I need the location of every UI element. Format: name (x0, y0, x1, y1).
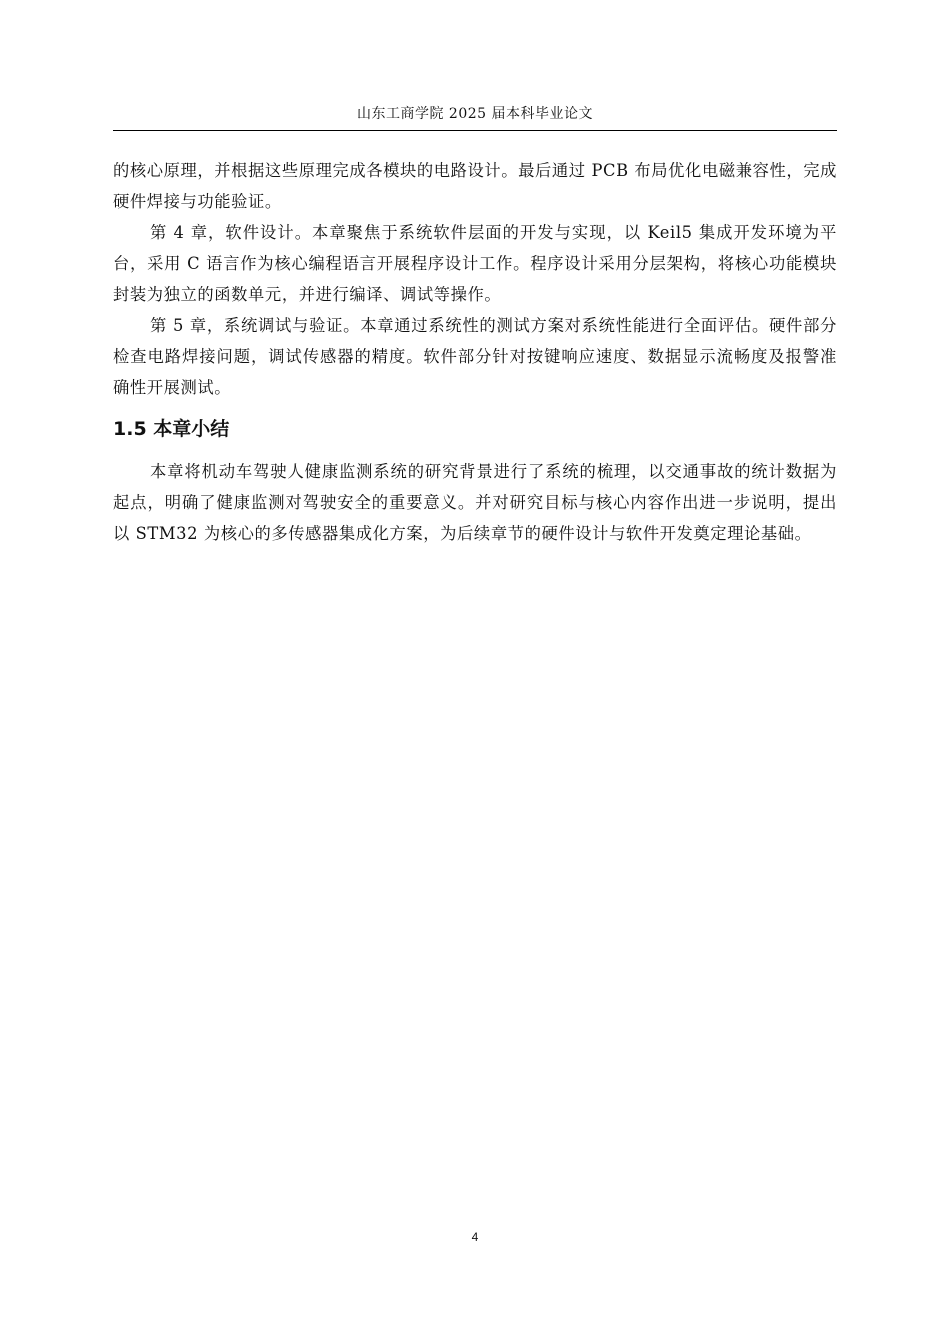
paragraph-chapter-4: 第 4 章，软件设计。本章聚焦于系统软件层面的开发与实现，以 Keil5 集成开发环境为平台，采用 C 语言作为核心编程语言开展程序设计工作。程序设计采用分层架构，将核心功能模块封装为独立的函数单元，并进行编译、调试等操作。 (113, 223, 837, 304)
paragraph-continuation: 的核心原理，并根据这些原理完成各模块的电路设计。最后通过 PCB 布局优化电磁兼容性，完成硬件焊接与功能验证。 (113, 161, 837, 211)
header-rule (113, 130, 837, 131)
page-body (113, 155, 837, 549)
page-number: 4 (471, 1230, 479, 1244)
paragraph-chapter-summary: 本章将机动车驾驶人健康监测系统的研究背景进行了系统的梳理，以交通事故的统计数据为起点，明确了健康监测对驾驶安全的重要意义。并对研究目标与核心内容作出进一步说明，提出以 STM32 为核心的多传感器集成化方案，为后续章节的硬件设计与软件开发奠定理论基础。 (113, 462, 837, 543)
running-header: 山东工商学院 2025 届本科毕业论文 (356, 106, 594, 122)
section-heading: 1.5 本章小结 (113, 418, 230, 440)
paragraph-chapter-5: 第 5 章，系统调试与验证。本章通过系统性的测试方案对系统性能进行全面评估。硬件部分检查电路焊接问题，调试传感器的精度。软件部分针对按键响应速度、数据显示流畅度及报警准确性开展测试。 (113, 316, 837, 397)
